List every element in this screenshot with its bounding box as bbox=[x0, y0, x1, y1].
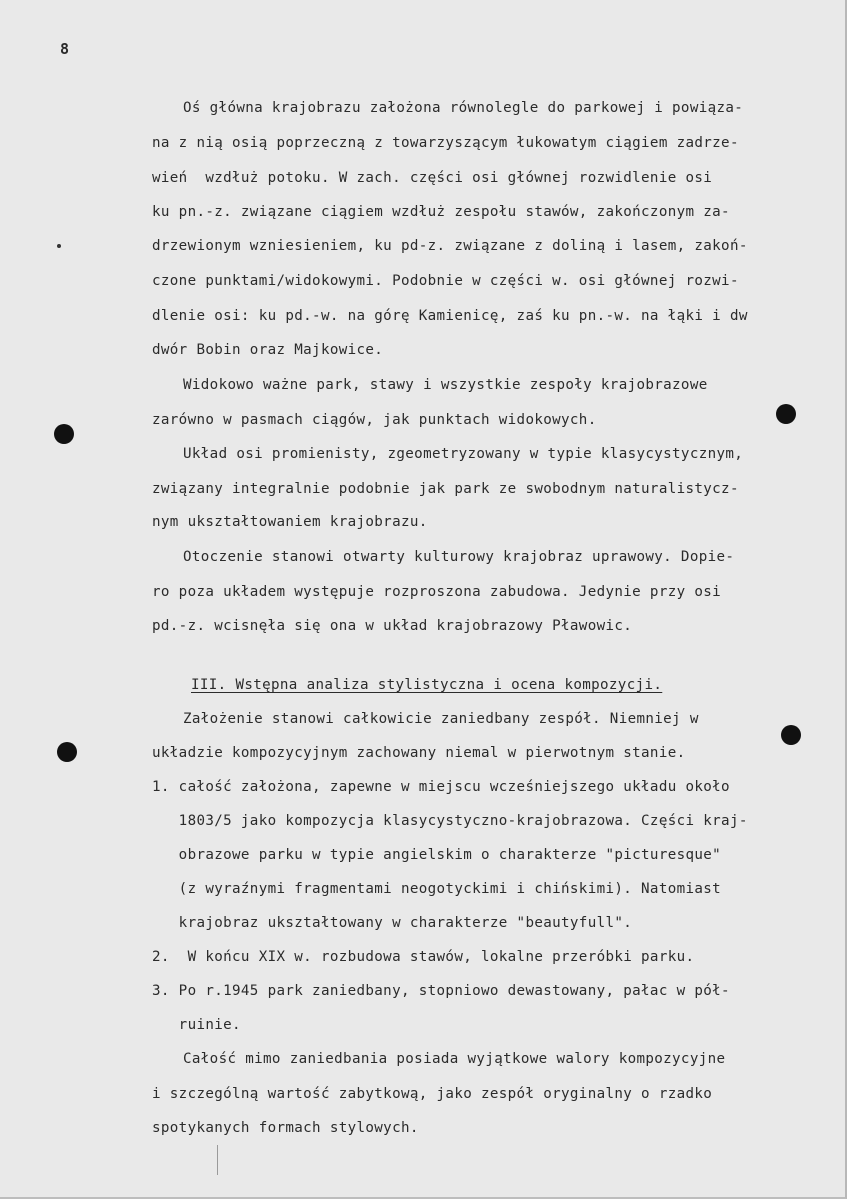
text-line: Oś główna krajobrazu założona równolegle do parkowej i powiąza- bbox=[183, 100, 744, 116]
text-line: ku pn.-z. związane ciągiem wzdłuż zespołu stawów, zakończonym za- bbox=[152, 204, 730, 220]
punch-hole bbox=[57, 742, 77, 762]
text-line: na z nią osią poprzeczną z towarzyszącym łukowatym ciągiem zadrze- bbox=[152, 135, 739, 151]
list-item-line: 1. całość założona, zapewne w miejscu wcześniejszego układu około bbox=[152, 779, 730, 795]
text-line: zarówno w pasmach ciągów, jak punktach widokowych. bbox=[152, 412, 597, 428]
punch-hole bbox=[781, 725, 801, 745]
text-line: wień wzdłuż potoku. W zach. części osi głównej rozwidlenie osi bbox=[152, 170, 713, 186]
text-line: Widokowo ważne park, stawy i wszystkie zespoły krajobrazowe bbox=[183, 377, 708, 393]
text-line: związany integralnie podobnie jak park ze swobodnym naturalistycz- bbox=[152, 481, 739, 497]
text-line: Całość mimo zaniedbania posiada wyjątkowe walory kompozycyjne bbox=[183, 1051, 726, 1067]
text-line: pd.-z. wcisnęła się ona w układ krajobrazowy Pławowic. bbox=[152, 618, 633, 634]
text-line: czone punktami/widokowymi. Podobnie w części w. osi głównej rozwi- bbox=[152, 273, 739, 289]
text-line: dwór Bobin oraz Majkowice. bbox=[152, 342, 384, 358]
page-number: 8 bbox=[60, 40, 70, 58]
text-line: i szczególną wartość zabytkową, jako zespół oryginalny o rzadko bbox=[152, 1086, 713, 1102]
text-line: Układ osi promienisty, zgeometryzowany w typie klasycystycznym, bbox=[183, 446, 744, 462]
text-line: dlenie osi: ku pd.-w. na górę Kamienicę, zaś ku pn.-w. na łąki i dw bbox=[152, 308, 748, 324]
list-item-line: ruinie. bbox=[152, 1017, 241, 1033]
list-item-line: (z wyraźnymi fragmentami neogotyckimi i chińskimi). Natomiast bbox=[152, 881, 722, 897]
list-item-line: obrazowe parku w typie angielskim o charakterze "picturesque" bbox=[152, 847, 722, 863]
text-line: Otoczenie stanowi otwarty kulturowy krajobraz uprawowy. Dopie- bbox=[183, 549, 735, 565]
list-item-line: 1803/5 jako kompozycja klasycystyczno-krajobrazowa. Części kraj- bbox=[152, 813, 748, 829]
text-line: Założenie stanowi całkowicie zaniedbany zespół. Niemniej w bbox=[183, 711, 699, 727]
list-item-line: 3. Po r.1945 park zaniedbany, stopniowo dewastowany, pałac w pół- bbox=[152, 983, 730, 999]
text-line: drzewionym wzniesieniem, ku pd-z. związane z doliną i lasem, zakoń- bbox=[152, 238, 748, 254]
paper-crease bbox=[217, 1145, 218, 1175]
punch-hole bbox=[776, 404, 796, 424]
text-line: nym ukształtowaniem krajobrazu. bbox=[152, 514, 428, 530]
text-line: układzie kompozycyjnym zachowany niemal w pierwotnym stanie. bbox=[152, 745, 686, 761]
list-item-line: 2. W końcu XIX w. rozbudowa stawów, lokalne przeróbki parku. bbox=[152, 949, 695, 965]
text-line: ro poza układem występuje rozproszona zabudowa. Jedynie przy osi bbox=[152, 584, 722, 600]
text-line: spotykanych formach stylowych. bbox=[152, 1120, 419, 1136]
section-heading: III. Wstępna analiza stylistyczna i ocena kompozycji. bbox=[191, 677, 663, 693]
margin-dot bbox=[57, 244, 61, 248]
list-item-line: krajobraz ukształtowany w charakterze "beautyfull". bbox=[152, 915, 633, 931]
punch-hole bbox=[54, 424, 74, 444]
